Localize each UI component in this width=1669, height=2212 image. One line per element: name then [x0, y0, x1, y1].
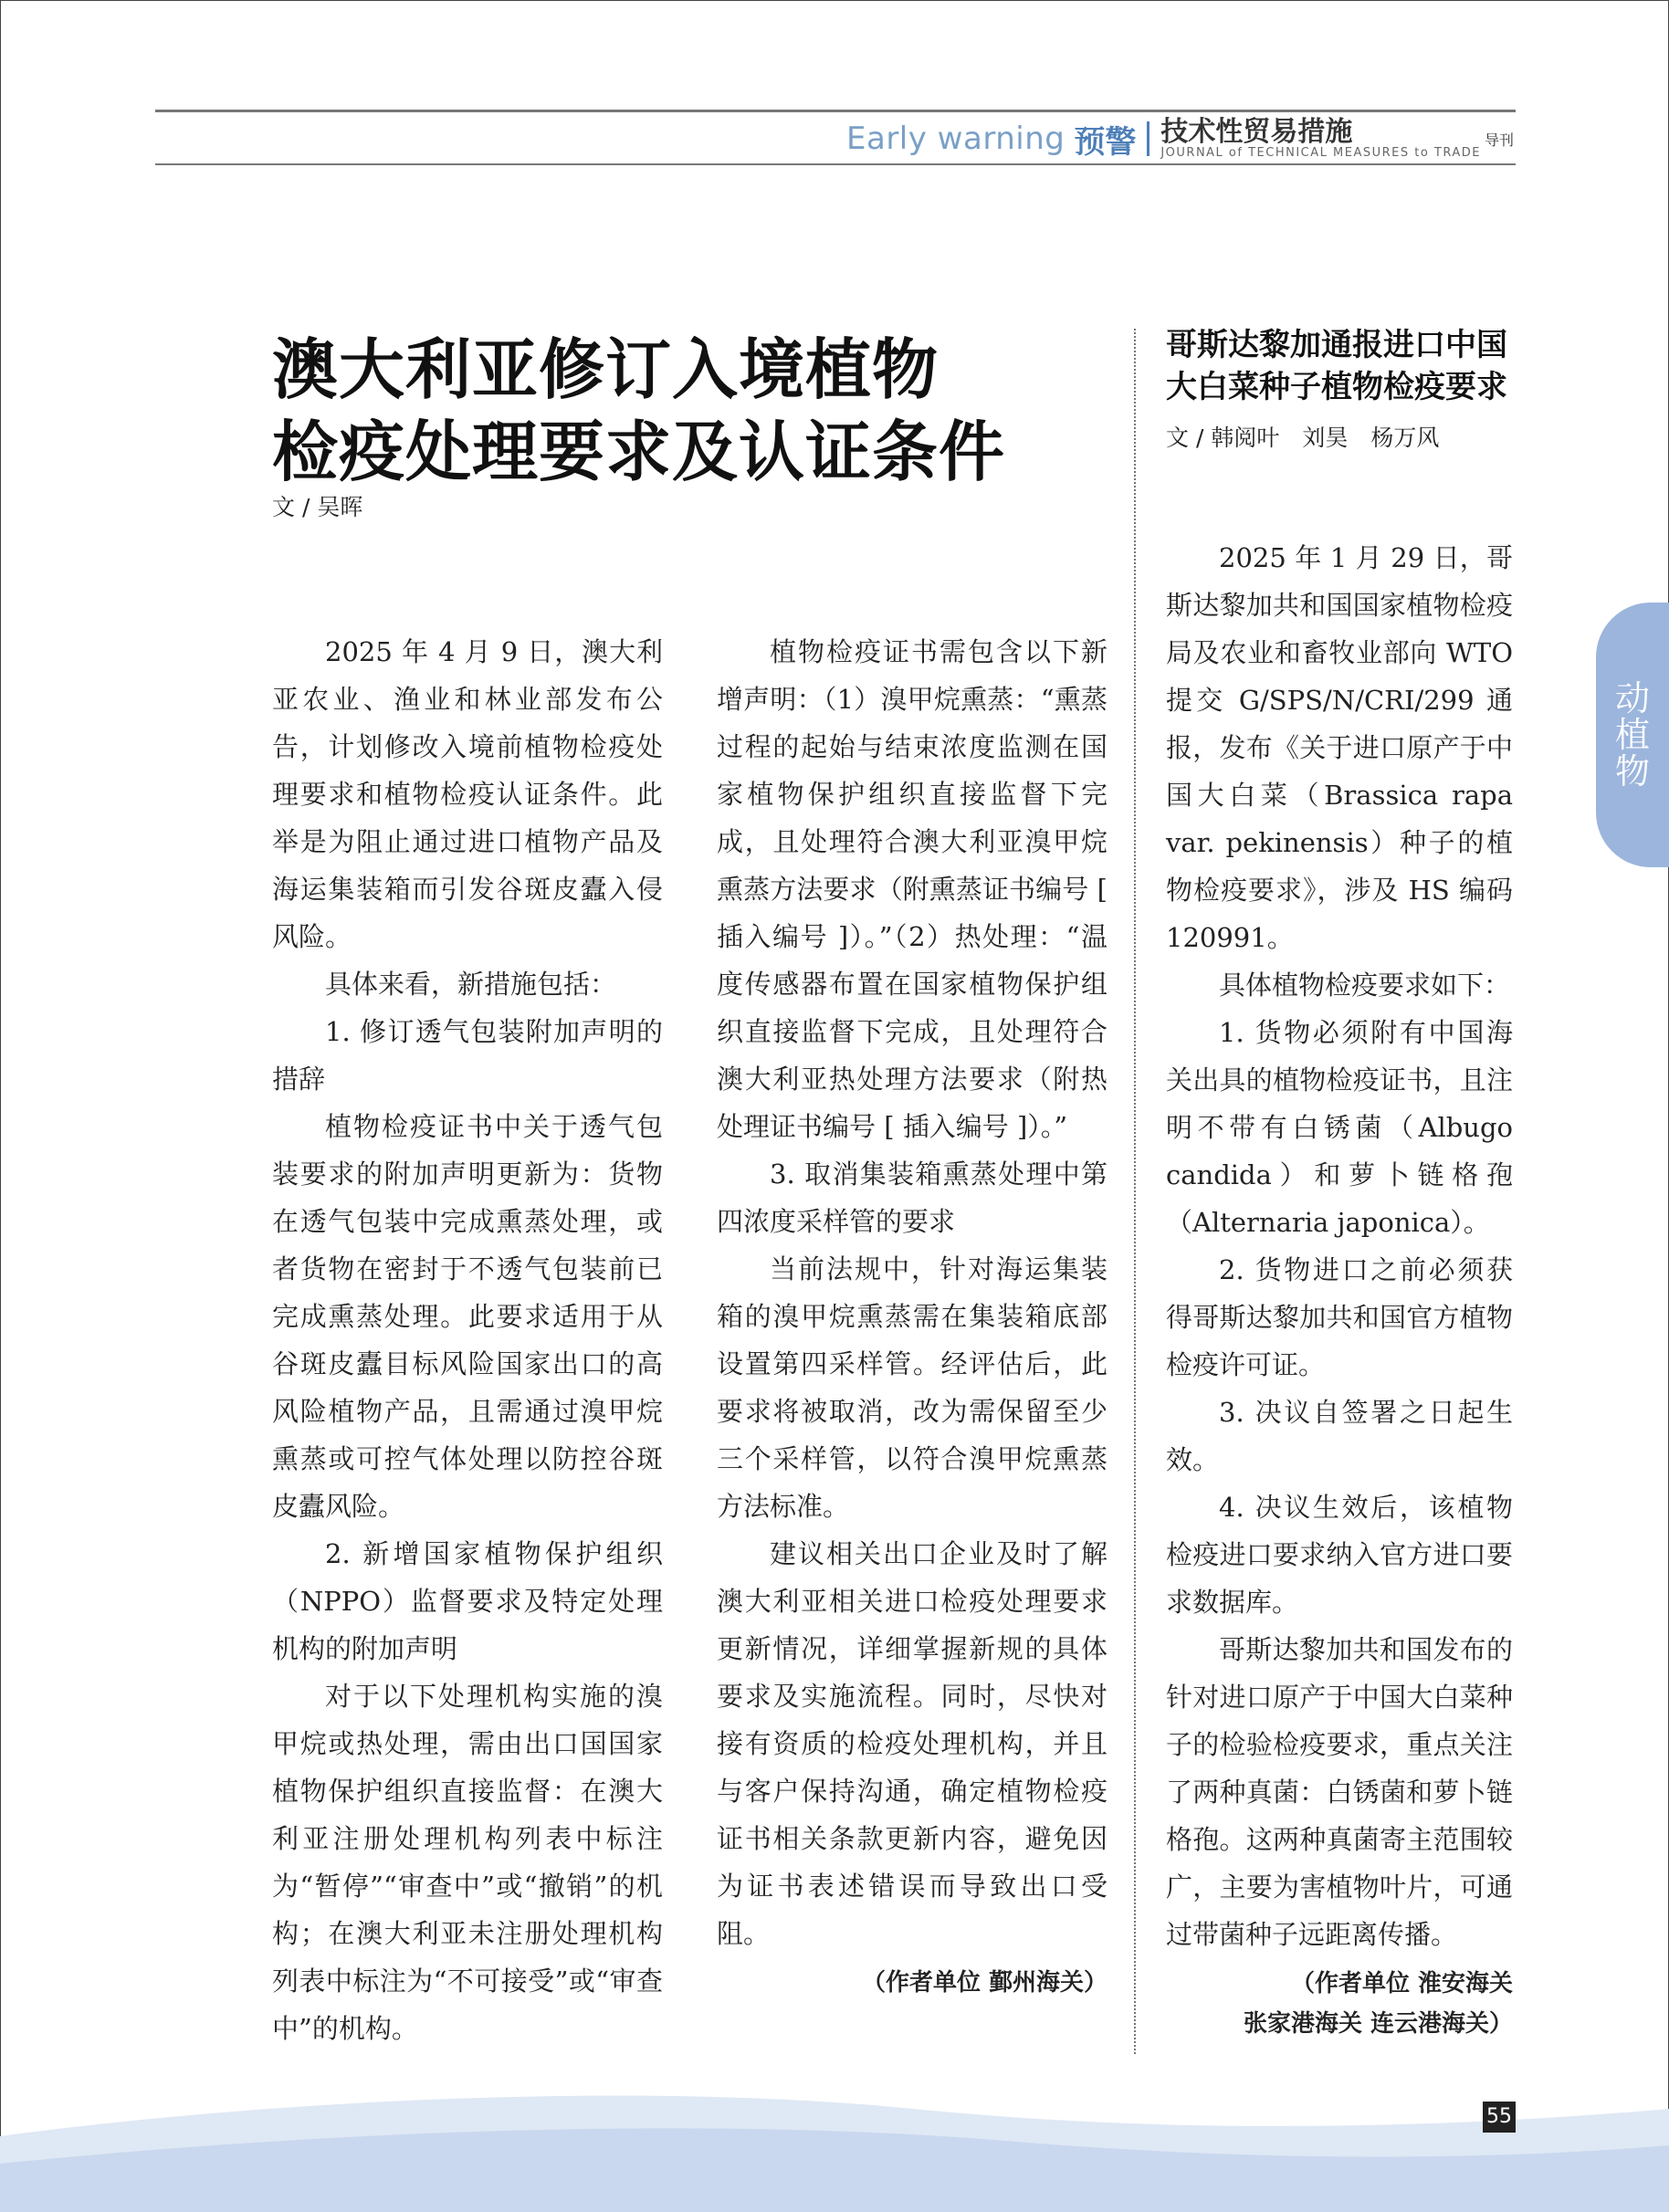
side-article-author-unit: [1166, 1964, 1513, 2044]
main-article-column-1: [272, 628, 663, 2052]
journal-logo: [1160, 118, 1481, 160]
header-rule-bottom: [155, 163, 1516, 165]
side-title-line2: 大白菜种子植物检疫要求: [1166, 369, 1507, 405]
header-divider: [1147, 121, 1149, 156]
running-header: [846, 115, 1514, 162]
journal-subtitle: JOURNAL of TECHNICAL MEASURES to TRADE: [1160, 146, 1481, 160]
paragraph: 哥斯达黎加共和国发布的针对进口原产于中国大白菜种子的检验检疫要求，重点关注了两种真菌：白锈菌和萝卜链格孢。这两种真菌寄主范围较广，主要为害植物叶片，可通过带菌种子远距离传播。: [1166, 1634, 1513, 1950]
page-number: 55: [1483, 2102, 1516, 2133]
section-label-cn: 预警: [1074, 123, 1137, 161]
subheading: 3. 取消集装箱熏蒸处理中第四浓度采样管的要求: [717, 1158, 1107, 1237]
paragraph: 3. 决议自签署之日起生效。: [1166, 1397, 1513, 1475]
section-tab-label: 动植物: [1614, 678, 1650, 791]
main-article-column-2: [717, 628, 1107, 2003]
side-article-title: [1166, 324, 1531, 408]
column-divider: [1134, 329, 1136, 2054]
journal-name: 技术性贸易措施: [1160, 116, 1353, 148]
paragraph: 2. 货物进口之前必须获得哥斯达黎加共和国官方植物检疫许可证。: [1166, 1254, 1513, 1380]
section-tab: [1596, 603, 1669, 867]
paragraph: 4. 决议生效后，该植物检疫进口要求纳入官方进口要求数据库。: [1166, 1492, 1513, 1618]
paragraph: 具体植物检疫要求如下：: [1219, 970, 1511, 1001]
author-unit-line2: 张家港海关 连云港海关）: [1243, 2010, 1513, 2038]
side-article-column: [1166, 534, 1513, 2044]
paragraph: 对于以下处理机构实施的溴甲烷或热处理，需由出口国国家植物保护组织直接监督：在澳大利亚注册处理机构列表中标注为“暂停”“审查中”或“撤销”的机构；在澳大利亚未注册处理机构列表中标注为“不可接受”或“审查中”的机构。: [272, 1681, 663, 2044]
main-title-line1: 澳大利亚修订入境植物: [272, 331, 939, 408]
main-article-byline: 文 / 吴晖: [272, 494, 363, 520]
paragraph: 2025 年 1 月 29 日，哥斯达黎加共和国国家植物检疫局及农业和畜牧业部向 WTO 提交 G/SPS/N/CRI/299 通报，发布《关于进口原产于中国大白菜（Brassica rapa var. pekinensis）种子的植物检疫要求》，涉及 HS 编码 120991。: [1166, 542, 1513, 953]
main-article-title: [272, 329, 1094, 493]
paragraph: 当前法规中，针对海运集装箱的溴甲烷熏蒸需在集装箱底部设置第四采样管。经评估后，此要求将被取消，改为需保留至少三个采样管，以符合溴甲烷熏蒸方法标准。: [717, 1253, 1107, 1522]
paragraph: 建议相关出口企业及时了解澳大利亚相关进口检疫处理要求更新情况，详细掌握新规的具体要求及实施流程。同时，尽快对接有资质的检疫处理机构，并且与客户保持沟通，确定植物检疫证书相关条款更新内容，避免因为证书表述错误而导致出口受阻。: [717, 1538, 1107, 1949]
footer-wave: [0, 2072, 1669, 2212]
subheading: 1. 修订透气包装附加声明的措辞: [272, 1016, 663, 1095]
paragraph: 2025 年 4 月 9 日，澳大利亚农业、渔业和林业部发布公告，计划修改入境前植物检疫处理要求和植物检疫认证条件。此举是为阻止通过进口植物产品及海运集装箱而引发谷斑皮蠹入侵风险。: [272, 636, 663, 952]
paragraph: 植物检疫证书中关于透气包装要求的附加声明更新为：货物在透气包装中完成熏蒸处理，或者货物在密封于不透气包装前已完成熏蒸处理。此要求适用于从谷斑皮蠹目标风险国家出口的高风险植物产品，且需通过溴甲烷熏蒸或可控气体处理以防控谷斑皮蠹风险。: [272, 1111, 663, 1522]
side-article-byline: 文 / 韩阅叶 刘昊 杨万风: [1166, 425, 1440, 451]
subheading: 2. 新增国家植物保护组织（NPPO）监督要求及特定处理机构的附加声明: [272, 1538, 663, 1664]
paragraph: 植物检疫证书需包含以下新增声明：（1）溴甲烷熏蒸：“熏蒸过程的起始与结束浓度监测在国家植物保护组织直接监督下完成，且处理符合澳大利亚溴甲烷熏蒸方法要求（附熏蒸证书编号 [ 插入编号 ]）。”（2）热处理：“温度传感器布置在国家植物保护组织直接监督下完成，且处理符合澳大利亚热处理方法要求（附热处理证书编号 [ 插入编号 ]）。”: [717, 636, 1107, 1142]
journal-suffix: 导刊: [1484, 131, 1514, 149]
header-rule-top: [155, 110, 1516, 112]
paragraph: 1. 货物必须附有中国海关出具的植物检疫证书，且注明不带有白锈菌（Albugo candida）和萝卜链格孢（Alternaria japonica）。: [1166, 1017, 1513, 1238]
paragraph: 具体来看，新措施包括：: [325, 969, 617, 1000]
section-label-en: Early warning: [846, 121, 1065, 157]
main-article-author-unit: （作者单位 鄞州海关）: [861, 1969, 1107, 1997]
author-unit-line1: （作者单位 淮安海关: [1290, 1970, 1513, 1997]
side-title-line1: 哥斯达黎加通报进口中国: [1166, 327, 1507, 363]
main-title-line2: 检疫处理要求及认证条件: [272, 414, 1006, 490]
